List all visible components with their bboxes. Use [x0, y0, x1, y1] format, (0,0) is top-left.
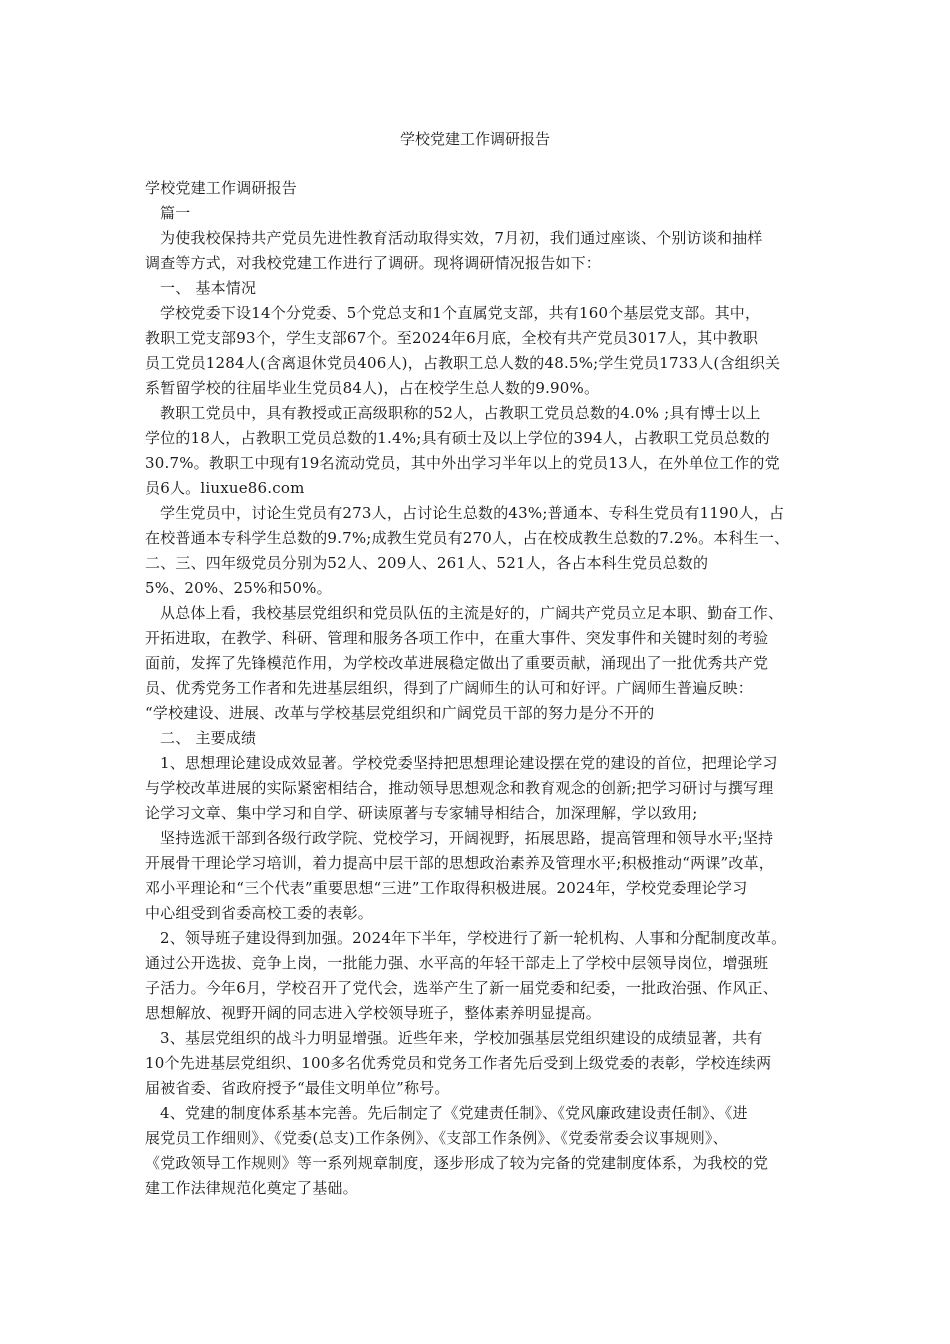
- text-line: 调查等方式，对我校党建工作进行了调研。现将调研情况报告如下：: [145, 254, 602, 272]
- text-line: 邓小平理论和“三个代表”重要思想“三进”工作取得积极进展。2024年，学校党委理论学习: [145, 879, 748, 897]
- text-line: 子活力。今年6月，学校召开了党代会，选举产生了新一届党委和纪委，一批政治强、作风正、: [145, 979, 778, 997]
- body-heading: 学校党建工作调研报告: [145, 179, 298, 197]
- text-line: 5%、20%、25%和50%。: [145, 579, 332, 597]
- text-line: “学校建设、进展、改革与学校基层党组织和广阔党员干部的努力是分不开的: [145, 704, 655, 722]
- text-line: 2、领导班子建设得到加强。2024年下半年，学校进行了新一轮机构、人事和分配制度改革。: [160, 929, 787, 947]
- text-line: 员、优秀党务工作者和先进基层组织，得到了广阔师生的认可和好评。广阔师生普遍反映：: [145, 679, 754, 697]
- text-line: 学校党委下设14个分党委、5个党总支和1个直属党支部，共有160个基层党支部。其中，: [160, 304, 761, 322]
- text-line: 为使我校保持共产党员先进性教育活动取得实效，7月初，我们通过座谈、个别访谈和抽样: [160, 229, 763, 247]
- section-heading-achievements: 二、 主要成绩: [160, 729, 257, 747]
- section-label-part-one: 篇一: [160, 204, 191, 222]
- text-line: 中心组受到省委高校工委的表彰。: [145, 904, 374, 922]
- text-line: 系暂留学校的往届毕业生党员84人)，占在校学生总人数的9.90%。: [145, 379, 600, 397]
- text-line: 坚持选派干部到各级行政学院、党校学习，开阔视野，拓展思路，提高管理和领导水平;坚持: [160, 829, 774, 847]
- text-line: 30.7%。教职工中现有19名流动党员，其中外出学习半年以上的党员13人，在外单位工作的党: [145, 454, 780, 472]
- text-line: 10个先进基层党组织、100多名优秀党员和党务工作者先后受到上级党委的表彰，学校连续两: [145, 1054, 772, 1072]
- text-line: 建工作法律规范化奠定了基础。: [145, 1179, 358, 1197]
- text-line: 二、三、四年级党员分别为52人、209人、261人、521人，各占本科生党员总数的: [145, 554, 709, 572]
- text-line: 届被省委、省政府授予“最佳文明单位”称号。: [145, 1079, 450, 1097]
- text-line: 1、思想理论建设成效显著。学校党委坚持把思想理论建设摆在党的建设的首位，把理论学习: [160, 754, 778, 772]
- text-line: 学位的18人，占教职工党员总数的1.4%;具有硕士及以上学位的394人，占教职工党员总数的: [145, 429, 770, 447]
- text-line: 员工党员1284人(含离退休党员406人)，占教职工总人数的48.5%;学生党员1733人(含组织关: [145, 354, 781, 372]
- text-line: 在校普通本专科学生总数的9.7%;成教生党员有270人，占在校成教生总数的7.2%。本科生一、: [145, 529, 790, 547]
- text-line: 开拓进取，在教学、科研、管理和服务各项工作中，在重大事件、突发事件和关键时刻的考验: [145, 629, 769, 647]
- text-line: 与学校改革进展的实际紧密相结合，推动领导思想观念和教育观念的创新;把学习研讨与撰写理: [145, 779, 774, 797]
- document-body: [145, 176, 815, 1201]
- text-line: 学生党员中，讨论生党员有273人，占讨论生总数的43%;普通本、专科生党员有1190人，占: [160, 504, 785, 522]
- text-line: 员6人。liuxue86.com: [145, 479, 305, 497]
- text-line: 通过公开选拔、竞争上岗，一批能力强、水平高的年轻干部走上了学校中层领导岗位，增强班: [145, 954, 769, 972]
- text-line: 《党政领导工作规则》等一系列规章制度，逐步形成了较为完备的党建制度体系，为我校的党: [145, 1154, 769, 1172]
- text-line: 教职工党支部93个，学生支部67个。至2024年6月底，全校有共产党员3017人，其中教职: [145, 329, 759, 347]
- text-line: 开展骨干理论学习培训，着力提高中层干部的思想政治素养及管理水平;积极推动“两课”改革，: [145, 854, 774, 872]
- text-line: 论学习文章、集中学习和自学、研读原著与专家辅导相结合，加深理解，学以致用;: [145, 804, 698, 822]
- text-line: 教职工党员中，具有教授或正高级职称的52人，占教职工党员总数的4.0% ;具有博士以上: [160, 404, 761, 422]
- text-line: 展党员工作细则》、《党委(总支)工作条例》、《支部工作条例》、《党委常委会议事规则》、: [145, 1129, 728, 1147]
- text-line: 3、基层党组织的战斗力明显增强。近些年来，学校加强基层党组织建设的成绩显著，共有: [160, 1029, 763, 1047]
- text-line: 4、党建的制度体系基本完善。先后制定了《党建责任制》、《党风廉政建设责任制》、《进: [160, 1104, 748, 1122]
- section-heading-basic: 一、 基本情况: [160, 279, 257, 297]
- document-title: 学校党建工作调研报告: [399, 130, 550, 148]
- text-line: 思想解放、视野开阔的同志进入学校领导班子，整体素养明显提高。: [145, 1004, 602, 1022]
- text-line: 面前，发挥了先锋模范作用，为学校改革进展稳定做出了重要贡献，涌现出了一批优秀共产党: [145, 654, 769, 672]
- text-line: 从总体上看，我校基层党组织和党员队伍的主流是好的，广阔共产党员立足本职、勤奋工作、: [160, 604, 784, 622]
